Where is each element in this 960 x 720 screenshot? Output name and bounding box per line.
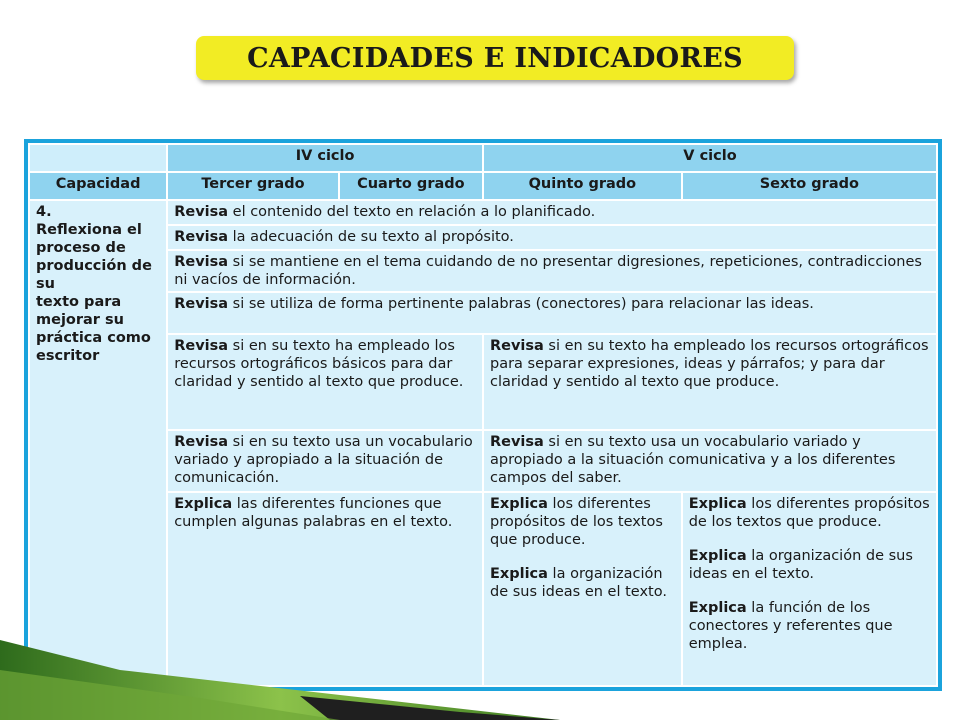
indicator-text: la adecuación de su texto al propósito. <box>228 229 514 245</box>
capacity-label: 4. Reflexiona el proceso de producción de su texto para mejorar su práctica como escritor <box>36 204 152 364</box>
indicator-keyword: Revisa <box>174 434 229 450</box>
indicator-row-5-iv <box>167 334 483 430</box>
indicator-keyword: Explica <box>688 548 747 564</box>
page-title: CAPACIDADES E INDICADORES <box>247 42 743 74</box>
indicator-keyword: Revisa <box>174 338 229 354</box>
indicator-keyword: Explica <box>174 496 233 512</box>
header-cuarto-grado: Cuarto grado <box>339 172 483 200</box>
indicator-keyword: Revisa <box>174 204 229 220</box>
indicator-keyword: Explica <box>489 566 548 582</box>
header-cycle-v: V ciclo <box>483 144 937 172</box>
indicator-text: si en su texto ha empleado los recursos ortográficos básicos para dar claridad y sentido al texto que produce. <box>174 338 464 390</box>
indicator-keyword: Revisa <box>489 338 544 354</box>
table-row <box>29 200 937 225</box>
indicator-row-1 <box>167 200 937 225</box>
indicator-row-2 <box>167 225 937 250</box>
indicator-keyword: Revisa <box>174 254 229 270</box>
header-tercer-grado: Tercer grado <box>167 172 339 200</box>
header-sexto-grado: Sexto grado <box>682 172 937 200</box>
indicator-keyword: Explica <box>688 600 747 616</box>
indicator-keyword: Explica <box>489 496 548 512</box>
indicator-paragraph <box>689 495 930 531</box>
indicator-keyword: Revisa <box>174 229 229 245</box>
indicator-text: si se mantiene en el tema cuidando de no presentar digresiones, repeticiones, contradicciones ni vacíos de información. <box>174 254 922 288</box>
indicator-paragraph <box>490 565 675 601</box>
indicator-text: las diferentes funciones que cumplen algunas palabras en el texto. <box>174 496 453 530</box>
indicator-row-3 <box>167 250 937 292</box>
indicator-row-6-iv <box>167 430 483 492</box>
header-blank-cell <box>29 144 167 172</box>
indicator-text: si en su texto usa un vocabulario variado y apropiado a la situación de comunicación. <box>174 434 473 486</box>
indicator-paragraph <box>490 495 675 549</box>
indicator-text: la organización de sus ideas en el texto. <box>489 566 667 600</box>
header-capacidad: Capacidad <box>29 172 167 200</box>
indicator-row-6-v <box>483 430 937 492</box>
indicator-text: los diferentes propósitos de los textos que produce. <box>489 496 663 548</box>
header-row-grades <box>29 172 937 200</box>
indicator-text: la organización de sus ideas en el texto. <box>688 548 913 582</box>
header-row-cycles <box>29 144 937 172</box>
indicator-text: si en su texto usa un vocabulario variado y apropiado a la situación comunicativa y a los diferentes campos del saber. <box>489 434 896 486</box>
indicator-text: el contenido del texto en relación a lo planificado. <box>228 204 596 220</box>
indicator-keyword: Revisa <box>174 296 229 312</box>
indicator-text: si en su texto ha empleado los recursos ortográficos para separar expresiones, ideas y párrafos; y para dar claridad y sentido al texto que produce. <box>489 338 929 390</box>
header-cycle-iv: IV ciclo <box>167 144 483 172</box>
indicator-paragraph <box>689 547 930 583</box>
indicator-row-7-sexto <box>682 492 937 686</box>
indicator-paragraph <box>689 599 930 653</box>
indicator-text: los diferentes propósitos de los textos que produce. <box>688 496 930 530</box>
indicator-row-4 <box>167 292 937 334</box>
decorative-swoosh <box>0 600 560 720</box>
indicator-text: la función de los conectores y referentes que emplea. <box>688 600 893 652</box>
indicator-keyword: Explica <box>688 496 747 512</box>
title-banner <box>196 36 794 80</box>
indicator-row-5-v <box>483 334 937 430</box>
header-quinto-grado: Quinto grado <box>483 172 682 200</box>
indicator-text: si se utiliza de forma pertinente palabras (conectores) para relacionar las ideas. <box>228 296 814 312</box>
indicator-keyword: Revisa <box>489 434 544 450</box>
